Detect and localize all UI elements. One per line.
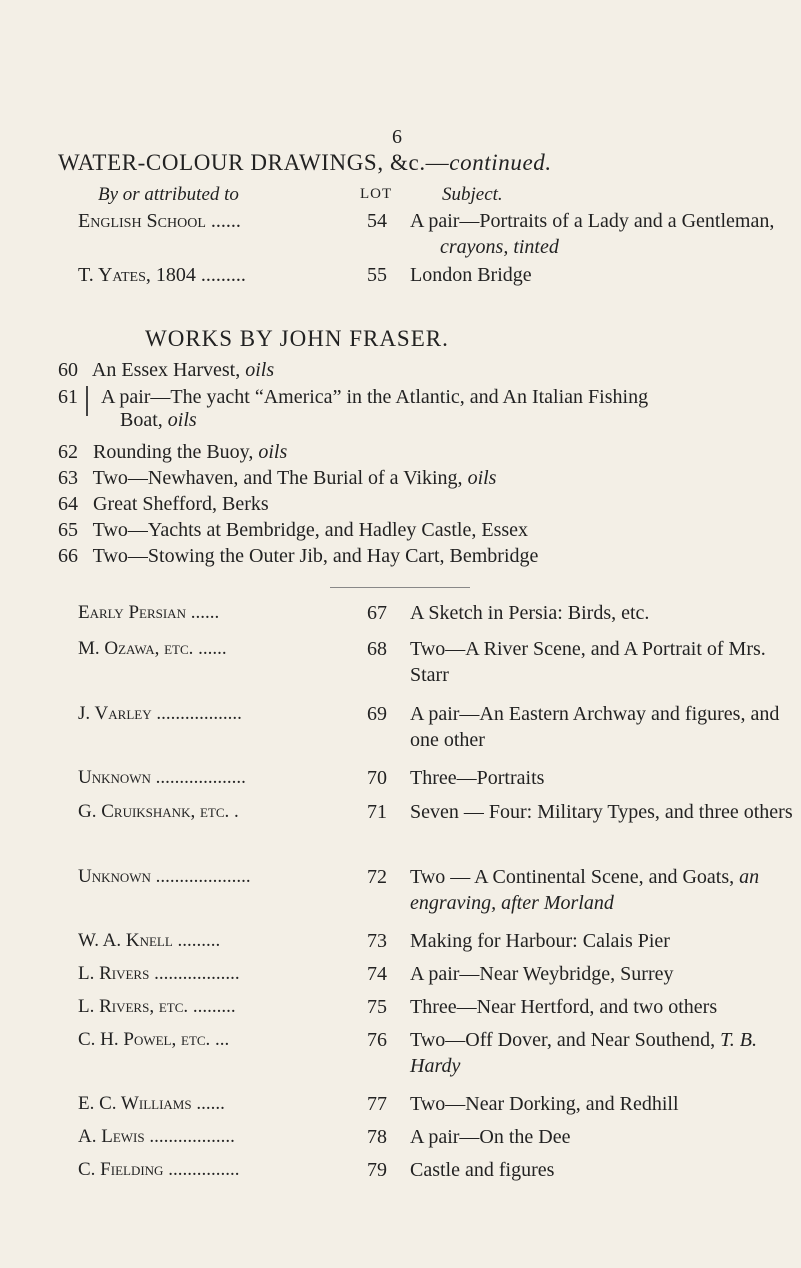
lot-title: Two—Yachts at Bembridge, and Hadley Castle, Essex bbox=[92, 519, 529, 541]
artist-55: T. Yates, 1804 ......... bbox=[78, 264, 246, 286]
lot-title: Two—Stowing the Outer Jib, and Hay Cart, Bembridge bbox=[92, 545, 539, 567]
lot-number: 66 bbox=[58, 545, 78, 567]
lot-number: 64 bbox=[58, 493, 78, 515]
subject-72-italic: an engraving, after Morland bbox=[410, 866, 760, 914]
artist-78: A. Lewis .................. bbox=[78, 1126, 235, 1147]
lot-number-76: 76 bbox=[367, 1029, 387, 1051]
lot-medium: oils bbox=[245, 359, 275, 381]
section-divider bbox=[330, 587, 470, 588]
subject-67: A Sketch in Persia: Birds, etc. bbox=[410, 602, 650, 624]
lot-number-73: 73 bbox=[367, 930, 387, 952]
lot-number-70: 70 bbox=[367, 767, 387, 789]
lot-number-54: 54 bbox=[367, 210, 387, 232]
subject-71: Seven — Four: Military Types, and three others bbox=[410, 801, 793, 823]
lot-medium: oils bbox=[258, 441, 288, 463]
subject-76-italic: T. B. Hardy bbox=[410, 1029, 757, 1077]
lot-number-55: 55 bbox=[367, 264, 387, 286]
lot-title-cont: Boat, bbox=[120, 409, 163, 431]
fraser-lot-60 bbox=[58, 359, 274, 382]
lot-title: Rounding the Buoy, bbox=[93, 441, 254, 463]
fraser-lot-63 bbox=[58, 467, 496, 490]
subject-72-text: Two — A Continental Scene, and Goats, bbox=[410, 866, 735, 888]
lot-number: 65 bbox=[58, 519, 78, 541]
section-heading: WORKS BY JOHN FRASER. bbox=[145, 326, 449, 351]
subject-69: A pair—An Eastern Archway and figures, and one other bbox=[410, 703, 780, 751]
fraser-lot-64 bbox=[58, 493, 269, 516]
fraser-lot-61 bbox=[58, 386, 648, 409]
artist-67: Early Persian ...... bbox=[78, 602, 220, 623]
lot-number-75: 75 bbox=[367, 996, 387, 1018]
lot-number-74: 74 bbox=[367, 963, 387, 985]
subject-79: Castle and figures bbox=[410, 1159, 555, 1181]
subject-70: Three—Portraits bbox=[410, 767, 545, 789]
artist-76: C. H. Powel, etc. ... bbox=[78, 1029, 230, 1050]
subject-54-note: crayons, tinted bbox=[440, 236, 559, 258]
title-text: WATER-COLOUR DRAWINGS, &c.— bbox=[58, 150, 450, 175]
column-head-lot: LOT bbox=[360, 186, 393, 202]
artist-68: M. Ozawa, etc. ...... bbox=[78, 638, 227, 659]
fraser-lot-65 bbox=[58, 519, 528, 542]
subject-68: Two—A River Scene, and A Portrait of Mrs. Starr bbox=[410, 638, 766, 686]
lot-number: 60 bbox=[58, 359, 78, 381]
artist-75: L. Rivers, etc. ......... bbox=[78, 996, 236, 1017]
artist-69: J. Varley .................. bbox=[78, 703, 242, 724]
lot-number-68: 68 bbox=[367, 638, 387, 660]
lot-title: An Essex Harvest, bbox=[91, 359, 241, 381]
lot-number-67: 67 bbox=[367, 602, 387, 624]
subject-54: A pair—Portraits of a Lady and a Gentleman, bbox=[410, 210, 775, 232]
title-suffix: continued. bbox=[449, 150, 552, 175]
fraser-lot-61-cont bbox=[120, 409, 197, 432]
subject-76-text: Two—Off Dover, and Near Southend, bbox=[410, 1029, 716, 1051]
subject-75: Three—Near Hertford, and two others bbox=[410, 996, 718, 1018]
lot-number: 61 bbox=[58, 386, 78, 408]
fraser-lot-66 bbox=[58, 545, 538, 568]
artist-74: L. Rivers .................. bbox=[78, 963, 240, 984]
lot-medium: oils bbox=[467, 467, 497, 489]
lot-medium: oils bbox=[167, 409, 197, 431]
column-head-artist: By or attributed to bbox=[98, 184, 239, 205]
lot-number: 62 bbox=[58, 441, 78, 463]
page-title bbox=[58, 150, 552, 176]
subject-78: A pair—On the Dee bbox=[410, 1126, 571, 1148]
artist-70: Unknown ................... bbox=[78, 767, 246, 788]
lot-number-79: 79 bbox=[367, 1159, 387, 1181]
subject-55: London Bridge bbox=[410, 264, 532, 286]
artist-54: English School ...... bbox=[78, 210, 241, 232]
artist-79: C. Fielding ............... bbox=[78, 1159, 240, 1180]
artist-71: G. Cruikshank, etc. . bbox=[78, 801, 239, 822]
artist-72: Unknown .................... bbox=[78, 866, 251, 887]
artist-77: E. C. Williams ...... bbox=[78, 1093, 225, 1114]
lot-title: Great Shefford, Berks bbox=[93, 493, 269, 515]
column-head-subject: Subject. bbox=[442, 184, 503, 205]
subject-76 bbox=[410, 1027, 795, 1079]
subject-73: Making for Harbour: Calais Pier bbox=[410, 930, 670, 952]
lot-number-69: 69 bbox=[367, 703, 387, 725]
fraser-lot-62 bbox=[58, 441, 287, 464]
subject-72 bbox=[410, 864, 795, 916]
lot-number: 63 bbox=[58, 467, 78, 489]
lot-title: A pair—The yacht “America” in the Atlantic, and An Italian Fishing bbox=[101, 386, 649, 408]
lot-number-71: 71 bbox=[367, 801, 387, 823]
lot-number-78: 78 bbox=[367, 1126, 387, 1148]
artist-73: W. A. Knell ......... bbox=[78, 930, 221, 951]
lot-number-77: 77 bbox=[367, 1093, 387, 1115]
subject-74: A pair—Near Weybridge, Surrey bbox=[410, 963, 674, 985]
lot-title: Two—Newhaven, and The Burial of a Viking, bbox=[92, 467, 463, 489]
lot-number-72: 72 bbox=[367, 866, 387, 888]
subject-77: Two—Near Dorking, and Redhill bbox=[410, 1093, 679, 1115]
page-number: 6 bbox=[392, 126, 402, 148]
